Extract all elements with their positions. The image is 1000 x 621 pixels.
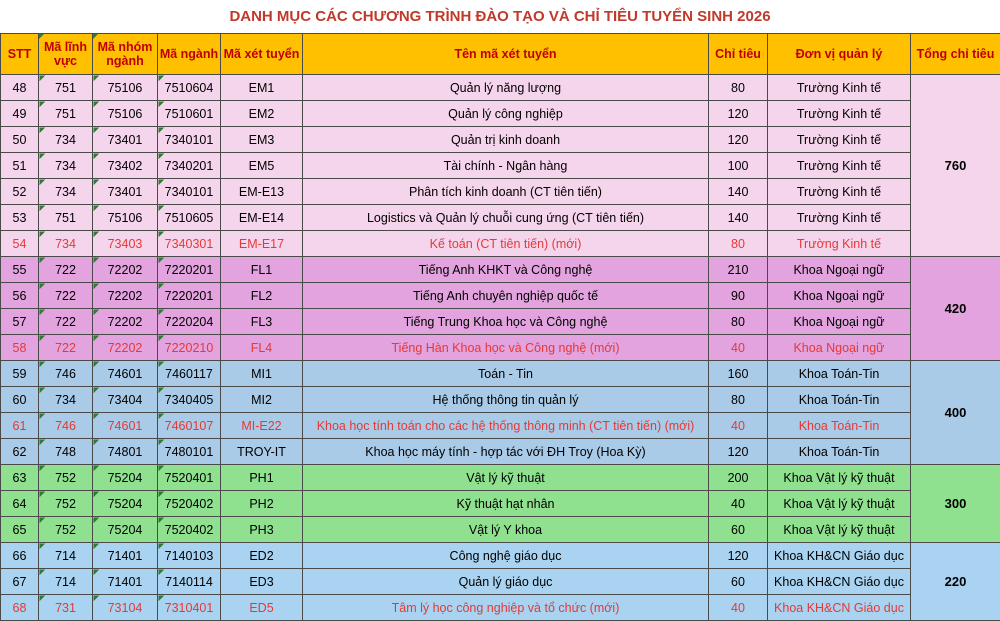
- cell-quota: 120: [709, 439, 768, 465]
- cell-group-code: 73401: [93, 179, 158, 205]
- cell-stt: 66: [1, 543, 39, 569]
- table-row: [1, 101, 1000, 127]
- cell-managing-unit: Khoa KH&CN Giáo dục: [768, 595, 911, 621]
- cell-managing-unit: Khoa KH&CN Giáo dục: [768, 569, 911, 595]
- table-row: [1, 153, 1000, 179]
- table-row: [1, 595, 1000, 621]
- cell-program-name: Logistics và Quản lý chuỗi cung ứng (CT tiên tiến): [303, 205, 709, 231]
- cell-group-code: 74601: [93, 361, 158, 387]
- cell-major-code: 7220201: [158, 283, 221, 309]
- cell-major-code: 7340301: [158, 231, 221, 257]
- cell-field-code: 752: [39, 465, 93, 491]
- cell-field-code: 734: [39, 127, 93, 153]
- header-quota: Chỉ tiêu: [709, 34, 768, 75]
- cell-managing-unit: Khoa Ngoại ngữ: [768, 309, 911, 335]
- header-major-code: Mã ngành: [158, 34, 221, 75]
- table-row: [1, 543, 1000, 569]
- cell-group-code: 73104: [93, 595, 158, 621]
- cell-major-code: 7510601: [158, 101, 221, 127]
- table-row: [1, 127, 1000, 153]
- cell-field-code: 746: [39, 413, 93, 439]
- cell-admission-code: ED5: [221, 595, 303, 621]
- cell-quota: 80: [709, 387, 768, 413]
- group-total-quota: 420: [911, 257, 1000, 361]
- cell-managing-unit: Trường Kinh tế: [768, 231, 911, 257]
- cell-program-name: Tài chính - Ngân hàng: [303, 153, 709, 179]
- cell-admission-code: MI1: [221, 361, 303, 387]
- cell-field-code: 751: [39, 101, 93, 127]
- cell-quota: 140: [709, 205, 768, 231]
- cell-admission-code: FL2: [221, 283, 303, 309]
- document-title: DANH MỤC CÁC CHƯƠNG TRÌNH ĐÀO TẠO VÀ CHỈ TIÊU TUYỂN SINH 2026: [0, 0, 1000, 33]
- cell-group-code: 72202: [93, 335, 158, 361]
- cell-managing-unit: Khoa Toán-Tin: [768, 387, 911, 413]
- cell-group-code: 75204: [93, 491, 158, 517]
- cell-field-code: 722: [39, 309, 93, 335]
- cell-field-code: 751: [39, 205, 93, 231]
- cell-group-code: 72202: [93, 283, 158, 309]
- cell-managing-unit: Khoa Vật lý kỹ thuật: [768, 465, 911, 491]
- cell-stt: 56: [1, 283, 39, 309]
- cell-program-name: Khoa học máy tính - hợp tác với ĐH Troy (Hoa Kỳ): [303, 439, 709, 465]
- header-admission-code: Mã xét tuyển: [221, 34, 303, 75]
- cell-major-code: 7220201: [158, 257, 221, 283]
- cell-program-name: Quản lý giáo dục: [303, 569, 709, 595]
- cell-admission-code: EM3: [221, 127, 303, 153]
- table-row: [1, 335, 1000, 361]
- table-row: [1, 179, 1000, 205]
- cell-managing-unit: Khoa Toán-Tin: [768, 439, 911, 465]
- cell-field-code: 731: [39, 595, 93, 621]
- cell-stt: 52: [1, 179, 39, 205]
- header-total-quota: Tổng chỉ tiêu: [911, 34, 1000, 75]
- cell-major-code: 7520402: [158, 491, 221, 517]
- table-row: [1, 465, 1000, 491]
- table-row: [1, 413, 1000, 439]
- cell-quota: 90: [709, 283, 768, 309]
- cell-field-code: 734: [39, 179, 93, 205]
- cell-major-code: 7340101: [158, 179, 221, 205]
- cell-field-code: 734: [39, 387, 93, 413]
- header-program-name: Tên mã xét tuyển: [303, 34, 709, 75]
- cell-quota: 100: [709, 153, 768, 179]
- cell-program-name: Kỹ thuật hạt nhân: [303, 491, 709, 517]
- cell-quota: 120: [709, 543, 768, 569]
- cell-stt: 60: [1, 387, 39, 413]
- cell-managing-unit: Trường Kinh tế: [768, 153, 911, 179]
- table-body: [1, 75, 1000, 621]
- cell-group-code: 75204: [93, 465, 158, 491]
- cell-stt: 59: [1, 361, 39, 387]
- cell-quota: 210: [709, 257, 768, 283]
- cell-managing-unit: Trường Kinh tế: [768, 205, 911, 231]
- cell-stt: 58: [1, 335, 39, 361]
- cell-admission-code: EM1: [221, 75, 303, 101]
- header-field-code: Mã lĩnh vực: [39, 34, 93, 75]
- cell-admission-code: PH2: [221, 491, 303, 517]
- cell-quota: 60: [709, 517, 768, 543]
- cell-quota: 40: [709, 491, 768, 517]
- cell-managing-unit: Khoa Ngoại ngữ: [768, 283, 911, 309]
- cell-program-name: Toán - Tin: [303, 361, 709, 387]
- cell-admission-code: PH3: [221, 517, 303, 543]
- group-total-quota: 300: [911, 465, 1000, 543]
- cell-quota: 140: [709, 179, 768, 205]
- table-row: [1, 257, 1000, 283]
- cell-group-code: 75106: [93, 101, 158, 127]
- cell-program-name: Vật lý Y khoa: [303, 517, 709, 543]
- cell-major-code: 7480101: [158, 439, 221, 465]
- cell-managing-unit: Khoa Ngoại ngữ: [768, 257, 911, 283]
- cell-admission-code: ED3: [221, 569, 303, 595]
- cell-quota: 160: [709, 361, 768, 387]
- cell-major-code: 7520402: [158, 517, 221, 543]
- cell-group-code: 74601: [93, 413, 158, 439]
- cell-major-code: 7340101: [158, 127, 221, 153]
- cell-field-code: 748: [39, 439, 93, 465]
- cell-field-code: 714: [39, 543, 93, 569]
- cell-major-code: 7310401: [158, 595, 221, 621]
- cell-managing-unit: Trường Kinh tế: [768, 75, 911, 101]
- cell-stt: 62: [1, 439, 39, 465]
- cell-stt: 68: [1, 595, 39, 621]
- cell-major-code: 7340405: [158, 387, 221, 413]
- cell-admission-code: FL4: [221, 335, 303, 361]
- cell-managing-unit: Trường Kinh tế: [768, 127, 911, 153]
- cell-program-name: Quản lý năng lượng: [303, 75, 709, 101]
- cell-admission-code: MI-E22: [221, 413, 303, 439]
- cell-admission-code: EM-E17: [221, 231, 303, 257]
- cell-stt: 64: [1, 491, 39, 517]
- cell-stt: 61: [1, 413, 39, 439]
- cell-stt: 67: [1, 569, 39, 595]
- cell-group-code: 75106: [93, 205, 158, 231]
- table-row: [1, 361, 1000, 387]
- cell-stt: 53: [1, 205, 39, 231]
- table-header-row: [1, 34, 1000, 75]
- cell-major-code: 7510604: [158, 75, 221, 101]
- cell-managing-unit: Khoa Vật lý kỹ thuật: [768, 491, 911, 517]
- cell-program-name: Kế toán (CT tiên tiến) (mới): [303, 231, 709, 257]
- cell-major-code: 7510605: [158, 205, 221, 231]
- cell-program-name: Quản trị kinh doanh: [303, 127, 709, 153]
- cell-major-code: 7460117: [158, 361, 221, 387]
- table-row: [1, 231, 1000, 257]
- cell-stt: 54: [1, 231, 39, 257]
- header-stt: STT: [1, 34, 39, 75]
- cell-group-code: 73401: [93, 127, 158, 153]
- table-row: [1, 491, 1000, 517]
- cell-program-name: Khoa học tính toán cho các hệ thống thông minh (CT tiên tiến) (mới): [303, 413, 709, 439]
- cell-quota: 40: [709, 595, 768, 621]
- header-managing-unit: Đơn vị quản lý: [768, 34, 911, 75]
- cell-program-name: Tiếng Trung Khoa học và Công nghệ: [303, 309, 709, 335]
- cell-admission-code: EM-E14: [221, 205, 303, 231]
- cell-stt: 50: [1, 127, 39, 153]
- table-row: [1, 569, 1000, 595]
- cell-group-code: 73402: [93, 153, 158, 179]
- cell-field-code: 714: [39, 569, 93, 595]
- cell-managing-unit: Khoa KH&CN Giáo dục: [768, 543, 911, 569]
- cell-major-code: 7140103: [158, 543, 221, 569]
- cell-admission-code: MI2: [221, 387, 303, 413]
- cell-group-code: 75204: [93, 517, 158, 543]
- cell-stt: 55: [1, 257, 39, 283]
- cell-quota: 200: [709, 465, 768, 491]
- table-row: [1, 387, 1000, 413]
- cell-field-code: 734: [39, 231, 93, 257]
- group-total-quota: 760: [911, 75, 1000, 257]
- cell-group-code: 75106: [93, 75, 158, 101]
- cell-managing-unit: Khoa Vật lý kỹ thuật: [768, 517, 911, 543]
- group-total-quota: 220: [911, 543, 1000, 621]
- cell-admission-code: FL1: [221, 257, 303, 283]
- cell-admission-code: EM2: [221, 101, 303, 127]
- cell-program-name: Hệ thống thông tin quản lý: [303, 387, 709, 413]
- cell-field-code: 752: [39, 491, 93, 517]
- cell-admission-code: TROY-IT: [221, 439, 303, 465]
- cell-major-code: 7220204: [158, 309, 221, 335]
- cell-field-code: 734: [39, 153, 93, 179]
- cell-quota: 80: [709, 75, 768, 101]
- cell-program-name: Vật lý kỹ thuật: [303, 465, 709, 491]
- cell-stt: 65: [1, 517, 39, 543]
- cell-stt: 48: [1, 75, 39, 101]
- cell-managing-unit: Trường Kinh tế: [768, 101, 911, 127]
- cell-managing-unit: Khoa Toán-Tin: [768, 413, 911, 439]
- table-row: [1, 75, 1000, 101]
- programs-table: [0, 33, 1000, 621]
- cell-field-code: 751: [39, 75, 93, 101]
- cell-field-code: 752: [39, 517, 93, 543]
- cell-managing-unit: Khoa Ngoại ngữ: [768, 335, 911, 361]
- table-row: [1, 283, 1000, 309]
- cell-major-code: 7140114: [158, 569, 221, 595]
- cell-program-name: Quản lý công nghiệp: [303, 101, 709, 127]
- cell-quota: 60: [709, 569, 768, 595]
- cell-field-code: 722: [39, 257, 93, 283]
- cell-quota: 40: [709, 413, 768, 439]
- cell-admission-code: EM-E13: [221, 179, 303, 205]
- cell-quota: 40: [709, 335, 768, 361]
- cell-group-code: 73403: [93, 231, 158, 257]
- cell-quota: 80: [709, 231, 768, 257]
- cell-program-name: Công nghệ giáo dục: [303, 543, 709, 569]
- cell-stt: 49: [1, 101, 39, 127]
- cell-group-code: 72202: [93, 257, 158, 283]
- cell-stt: 51: [1, 153, 39, 179]
- table-row: [1, 205, 1000, 231]
- cell-stt: 57: [1, 309, 39, 335]
- cell-program-name: Tiếng Hàn Khoa học và Công nghệ (mới): [303, 335, 709, 361]
- cell-group-code: 74801: [93, 439, 158, 465]
- cell-program-name: Tiếng Anh KHKT và Công nghệ: [303, 257, 709, 283]
- group-total-quota: 400: [911, 361, 1000, 465]
- cell-major-code: 7220210: [158, 335, 221, 361]
- cell-major-code: 7340201: [158, 153, 221, 179]
- cell-program-name: Phân tích kinh doanh (CT tiên tiến): [303, 179, 709, 205]
- cell-admission-code: ED2: [221, 543, 303, 569]
- cell-group-code: 72202: [93, 309, 158, 335]
- table-row: [1, 517, 1000, 543]
- cell-managing-unit: Khoa Toán-Tin: [768, 361, 911, 387]
- cell-field-code: 722: [39, 335, 93, 361]
- cell-group-code: 73404: [93, 387, 158, 413]
- cell-admission-code: FL3: [221, 309, 303, 335]
- cell-major-code: 7520401: [158, 465, 221, 491]
- cell-quota: 120: [709, 127, 768, 153]
- cell-field-code: 746: [39, 361, 93, 387]
- header-group-code: Mã nhóm ngành: [93, 34, 158, 75]
- table-row: [1, 309, 1000, 335]
- cell-quota: 120: [709, 101, 768, 127]
- cell-admission-code: PH1: [221, 465, 303, 491]
- cell-quota: 80: [709, 309, 768, 335]
- cell-program-name: Tiếng Anh chuyên nghiệp quốc tế: [303, 283, 709, 309]
- cell-managing-unit: Trường Kinh tế: [768, 179, 911, 205]
- cell-program-name: Tâm lý học công nghiệp và tổ chức (mới): [303, 595, 709, 621]
- table-row: [1, 439, 1000, 465]
- cell-group-code: 71401: [93, 543, 158, 569]
- cell-group-code: 71401: [93, 569, 158, 595]
- cell-stt: 63: [1, 465, 39, 491]
- cell-field-code: 722: [39, 283, 93, 309]
- cell-admission-code: EM5: [221, 153, 303, 179]
- cell-major-code: 7460107: [158, 413, 221, 439]
